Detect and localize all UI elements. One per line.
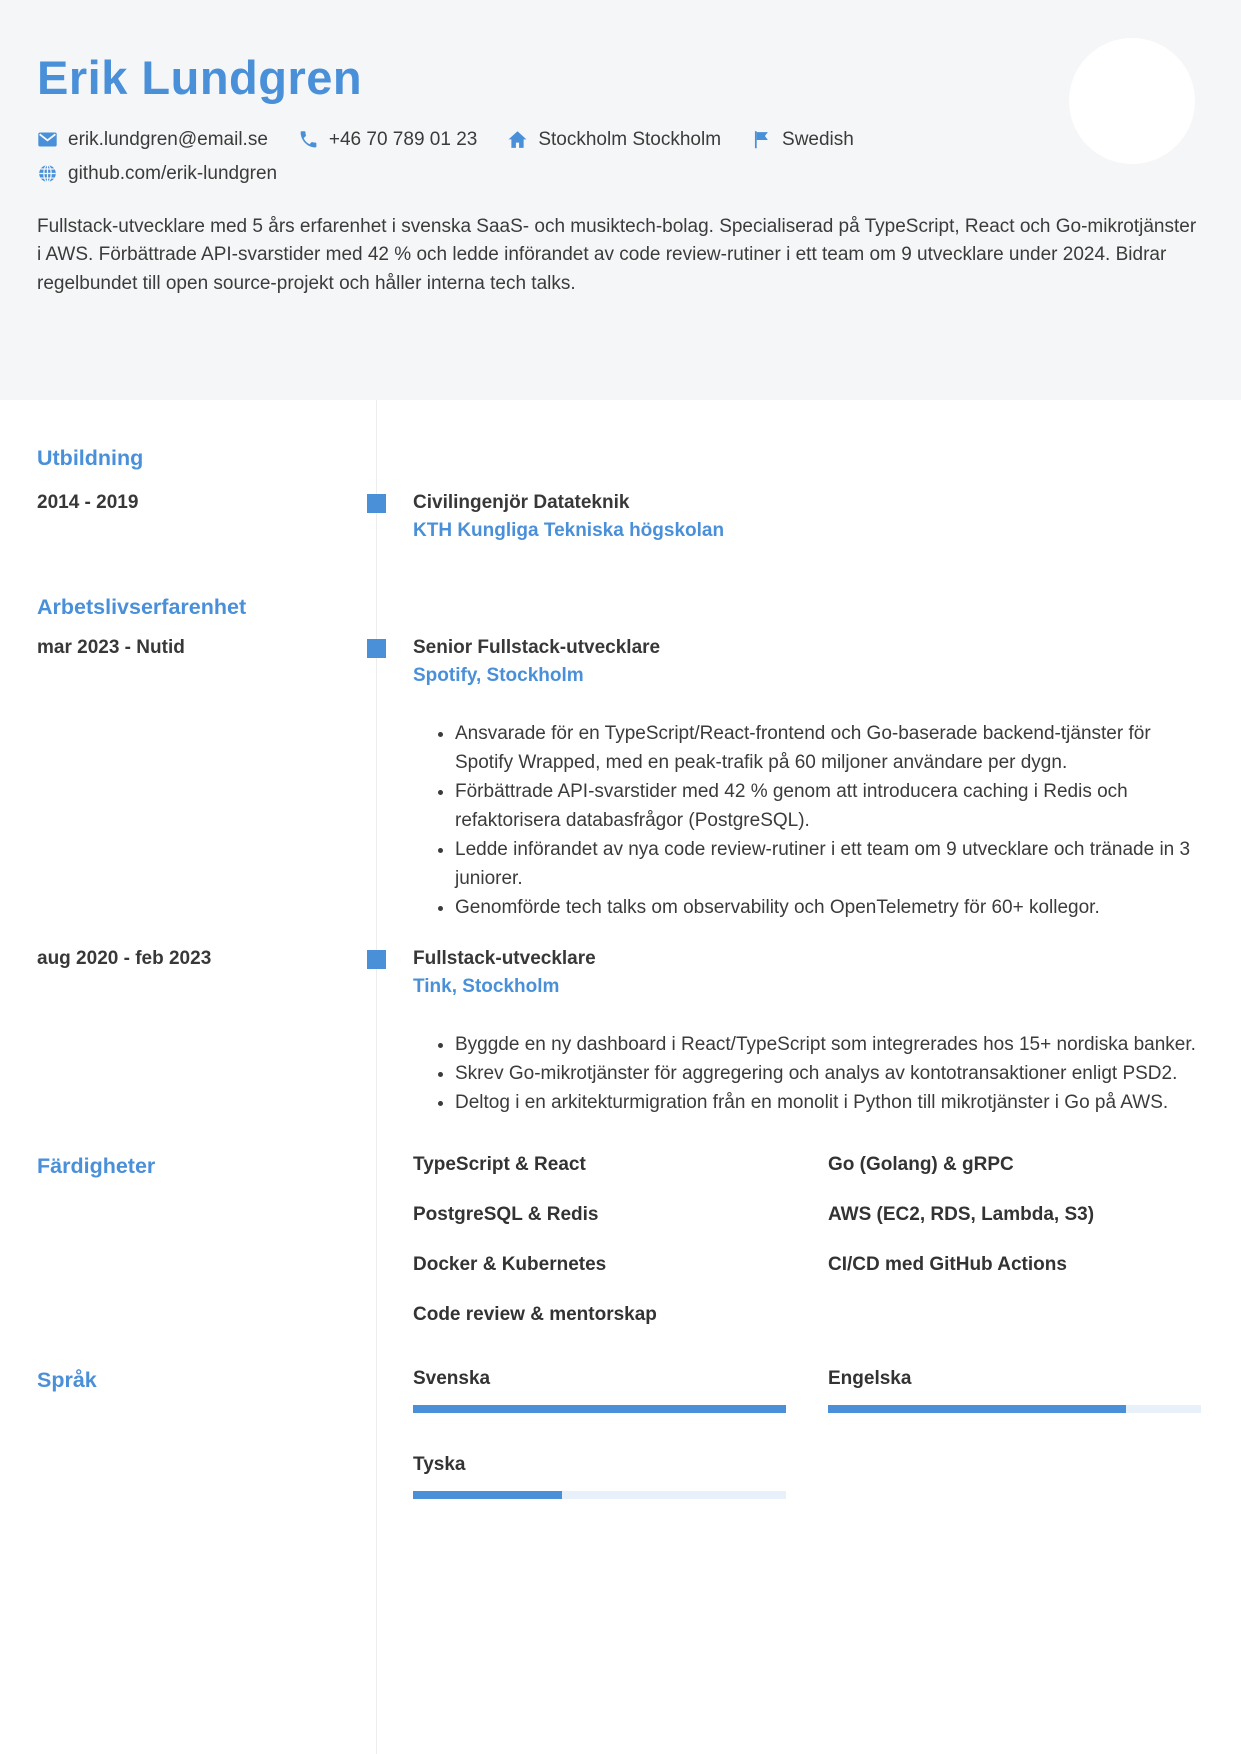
language-item	[413, 1453, 828, 1499]
language-name: Svenska	[413, 1368, 491, 1389]
contact-row-2	[37, 163, 1201, 185]
languages-grid	[376, 1367, 1241, 1499]
contact-nationality	[751, 129, 854, 151]
timeline-marker-icon	[367, 950, 386, 969]
phone-icon	[298, 129, 319, 150]
contact-location	[507, 129, 721, 151]
section-experience	[0, 594, 1241, 1117]
language-level-fill	[413, 1405, 786, 1413]
experience-company: Spotify, Stockholm	[413, 665, 584, 686]
skill-item: Go (Golang) & gRPC	[828, 1154, 1014, 1175]
home-icon	[507, 129, 528, 150]
skill-item: PostgreSQL & Redis	[413, 1204, 599, 1225]
languages-heading: Språk	[37, 1368, 97, 1392]
globe-icon	[37, 163, 58, 184]
education-degree: Civilingenjör Datateknik	[413, 492, 630, 513]
bullet-item: • Ansvarade för en TypeScript/React-frontend och Go-baserade backend-tjänster för Spotify Wrapped, med en peak-trafik på 60 miljoner användare per dygn.	[455, 719, 1201, 777]
section-languages	[0, 1367, 1241, 1499]
bullet-item: • Byggde en ny dashboard i React/TypeScript som integrerades hos 15+ nordiska banker.	[455, 1030, 1201, 1059]
skills-grid	[376, 1153, 1241, 1327]
education-heading: Utbildning	[37, 446, 144, 470]
skill-item: Docker & Kubernetes	[413, 1254, 607, 1275]
experience-dates: mar 2023 - Nutid	[37, 637, 185, 658]
bullet-item: • Förbättrade API-svarstider med 42 % genom att introducera caching i Redis och refaktorisera databasfrågor (PostgreSQL).	[455, 777, 1201, 835]
section-skills	[0, 1153, 1241, 1327]
skills-heading: Färdigheter	[37, 1154, 156, 1178]
education-entry	[0, 490, 1241, 544]
language-level-bar	[413, 1405, 786, 1413]
experience-entry	[0, 635, 1241, 922]
contact-nationality-text: Swedish	[782, 128, 854, 150]
timeline-marker-icon	[367, 639, 386, 658]
education-school: KTH Kungliga Tekniska högskolan	[413, 520, 725, 541]
language-name: Engelska	[828, 1368, 912, 1389]
skill-item: Code review & mentorskap	[413, 1304, 657, 1325]
cv-body	[0, 400, 1241, 1754]
experience-title: Senior Fullstack-utvecklare	[413, 637, 661, 658]
language-level-fill	[413, 1491, 562, 1499]
skill-item: AWS (EC2, RDS, Lambda, S3)	[828, 1204, 1095, 1225]
page-title: Erik Lundgren	[37, 51, 363, 104]
language-name: Tyska	[413, 1454, 466, 1475]
contact-email-text: erik.lundgren@email.se	[68, 128, 268, 150]
bullet-item: • Skrev Go-mikrotjänster för aggregering och analys av kontotransaktioner enligt PSD2.	[455, 1059, 1201, 1088]
education-dates: 2014 - 2019	[37, 492, 139, 513]
bullet-item: • Genomförde tech talks om observability och OpenTelemetry för 60+ kollegor.	[455, 893, 1201, 922]
skill-item: TypeScript & React	[413, 1154, 586, 1175]
email-icon	[37, 129, 58, 150]
experience-heading: Arbetslivserfarenhet	[37, 595, 247, 619]
language-item	[828, 1367, 1201, 1413]
contact-email	[37, 129, 268, 151]
avatar	[1069, 38, 1195, 164]
experience-bullets	[413, 1030, 1201, 1117]
flag-icon	[751, 129, 772, 150]
contact-location-text: Stockholm Stockholm	[538, 128, 722, 150]
contact-website	[37, 163, 277, 185]
contact-phone	[298, 129, 477, 151]
bullet-item: • Ledde införandet av nya code review-rutiner i ett team om 9 utvecklare och tränade in 3 juniorer.	[455, 835, 1201, 893]
experience-company: Tink, Stockholm	[413, 976, 560, 997]
language-level-fill	[828, 1405, 1126, 1413]
contact-website-text: github.com/erik-lundgren	[68, 162, 278, 184]
experience-bullets	[413, 719, 1201, 922]
summary-text: Fullstack-utvecklare med 5 års erfarenhet i svenska SaaS- och musiktech-bolag. Specialiserad på TypeScript, React och Go-mikrotjänster i AWS. Förbättrade API-svarstider med 42 % och ledde införandet av code review-rutiner i ett team om 9 utvecklare under 2024. Bidrar regelbundet till open source-projekt och håller interna tech talks.	[37, 215, 1197, 294]
skill-item: CI/CD med GitHub Actions	[828, 1254, 1067, 1275]
contact-row-1	[37, 129, 1201, 151]
section-education	[0, 445, 1241, 544]
language-level-bar	[828, 1405, 1201, 1413]
language-item	[413, 1367, 828, 1413]
experience-dates: aug 2020 - feb 2023	[37, 948, 212, 969]
cv-header	[0, 0, 1241, 400]
experience-title: Fullstack-utvecklare	[413, 948, 596, 969]
bullet-item: • Deltog i en arkitekturmigration från en monolit i Python till mikrotjänster i Go på AWS.	[455, 1088, 1201, 1117]
language-level-bar	[413, 1491, 786, 1499]
contact-phone-text: +46 70 789 01 23	[328, 128, 478, 150]
experience-entry	[0, 946, 1241, 1117]
timeline-marker-icon	[367, 494, 386, 513]
